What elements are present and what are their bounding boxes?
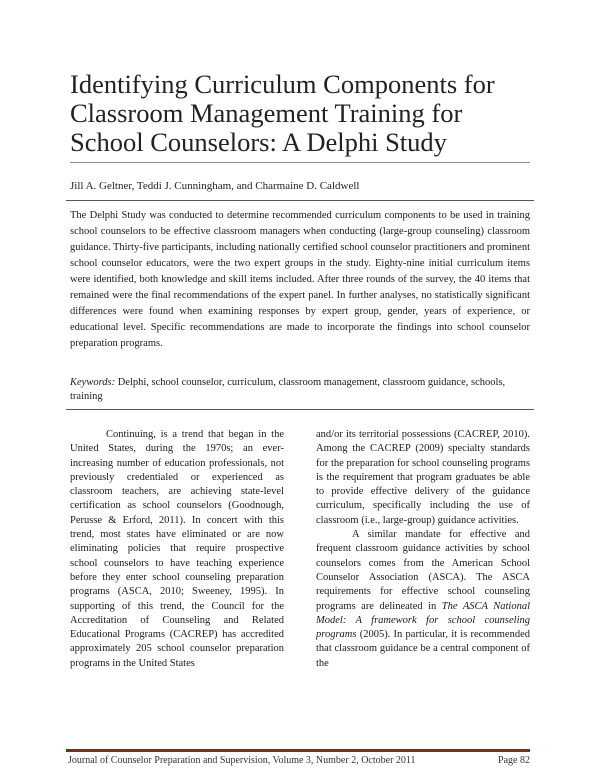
abstract-text: The Delphi Study was conducted to determine recommended curriculum components to be used in training school counselors to be effective classroom managers when conducting (large-group counseling) classroom guidance. Thirty-five participants, including nationally certified school counselor practitioners and prominent school counselor educators, were the two expert groups in the study. Eighty-nine initial curriculum items were identified, both knowledge and skill items included. After three rounds of the survey, the 40 items that remained were the final recommendations of the expert panel. In further analyses, no statistically significant differences were found when examining responses by expert group, gender, years of experience, or educational level. Specific recommendations are made to incorporate the findings into school counselor preparation programs. [70, 210, 530, 349]
keywords-label: Keywords: [70, 377, 116, 388]
body-paragraph: Continuing, is a trend that began in the United States, during the 1970s; an ever-increasing number of education professionals, not previously credentialed or experienced as classroom teachers, are achieving state-level certification as school counselors (Goodnough, Perusse & Erford, 2011). In concert with this trend, most states have eliminated or are now eliminating policies that require prospective school counselors to have teaching experience before they enter school counseling preparation programs (ASCA, 2010; Sweeney, 1995). In supporting of this trend, the Council for the Accreditation of Counseling and Related Educational Programs (CACREP) has accredited approximately 205 school counselor preparation programs in the United States [70, 429, 284, 669]
body-column-left [70, 428, 284, 671]
page-number: Page 82 [498, 755, 530, 766]
page-footer [68, 755, 530, 766]
paper-title: Identifying Curriculum Components for Classroom Management Training for School Counselors: A Delphi Study [70, 69, 495, 157]
title-divider [70, 162, 530, 163]
body-column-right [316, 428, 530, 671]
footer-divider [66, 749, 530, 752]
author-list: Jill A. Geltner, Teddi J. Cunningham, and Charmaine D. Caldwell [70, 180, 360, 192]
body-paragraph: and/or its territorial possessions (CACREP, 2010). Among the CACREP (2009) specialty standards for the preparation for school counseling programs is the requirement that program graduates be able to provide effective delivery of the guidance curriculum, specifically including the use of classroom (i.e., large-group) guidance activities. [316, 429, 530, 526]
keywords-list: Delphi, school counselor, curriculum, classroom management, classroom guidance, schools, training [70, 377, 506, 402]
body-text: A similar mandate for effective and frequent classroom guidance activities by school counselors comes from the American School Counselor Association (ASCA). The ASCA requirements for effective school counseling programs are delineated in [316, 529, 530, 612]
journal-citation: Journal of Counselor Preparation and Supervision, Volume 3, Number 2, October 2011 [68, 755, 416, 766]
keywords [70, 376, 530, 404]
body-paragraph [316, 528, 530, 671]
cited-title: The ASCA National Model: A framework for school counseling programs [316, 600, 530, 641]
body-text: (2005). In particular, it is recommended that classroom guidance be a central component of the [316, 629, 530, 669]
